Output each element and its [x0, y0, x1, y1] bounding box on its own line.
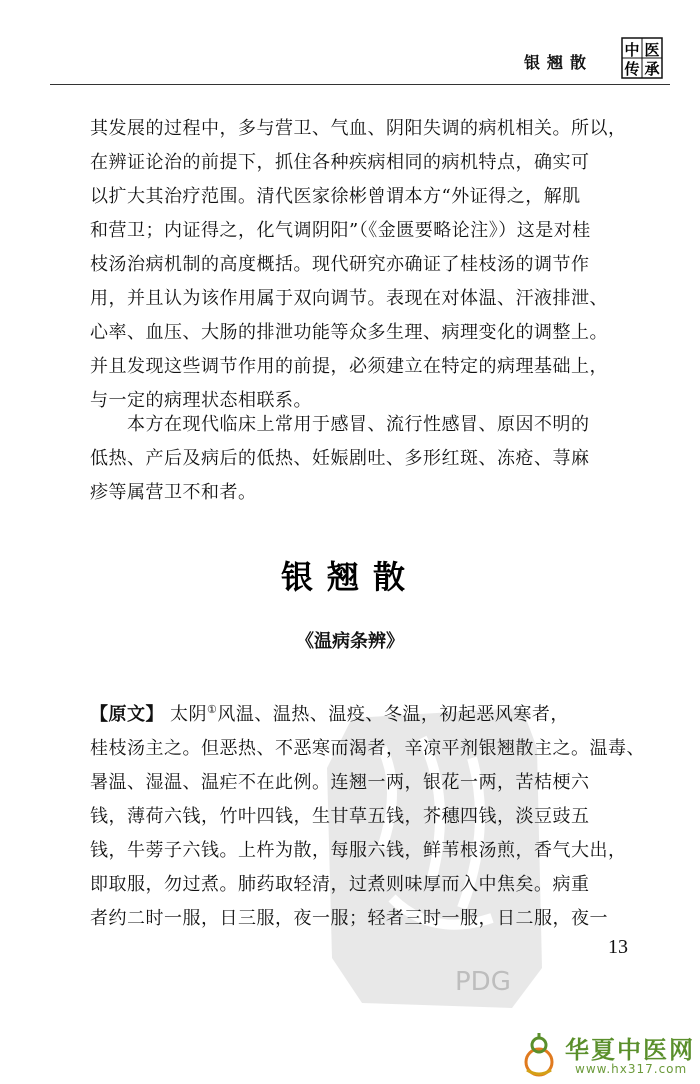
svg-text:医: 医: [644, 41, 660, 59]
text-line: 疹等属营卫不和者。: [90, 482, 257, 503]
text-line: [90, 698, 646, 732]
text-line: 者约二时一服，日三服，夜一服；轻者三时一服，日二服，夜一: [90, 908, 608, 929]
original-text-paragraph: [90, 698, 646, 936]
gourd-logo-icon: [517, 1030, 561, 1078]
svg-text:传: 传: [624, 60, 640, 78]
site-name: 华夏中医网: [565, 1036, 695, 1064]
site-url[interactable]: www.hx317.com: [575, 1062, 688, 1076]
text-line: 桂枝汤主之。但恶热、不恶寒而渴者，辛凉平剂银翘散主之。温毒、: [90, 738, 645, 759]
text-line: 枝汤治病机制的高度概括。现代研究亦确证了桂枝汤的调节作: [90, 254, 590, 275]
body-paragraph-1: [90, 112, 646, 418]
text-line: 并且发现这些调节作用的前提，必须建立在特定的病理基础上，: [90, 356, 608, 377]
text-line: 低热、产后及病后的低热、妊娠剧吐、多形红斑、冻疮、荨麻: [90, 448, 590, 469]
body-paragraph-2: [90, 408, 646, 510]
watermark-text: PDG: [455, 967, 511, 997]
text-line: 心率、血压、大肠的排泄功能等众多生理、病理变化的调整上。: [90, 322, 608, 343]
svg-text:承: 承: [644, 60, 660, 78]
series-logo-icon: [620, 36, 664, 80]
section-title: 银翘散: [280, 558, 419, 596]
text-line: 其发展的过程中，多与营卫、气血、阴阳失调的病机相关。所以，: [90, 118, 627, 139]
site-logo[interactable]: [517, 1028, 693, 1080]
text-line: 本方在现代临床上常用于感冒、流行性感冒、原因不明的: [90, 414, 590, 435]
running-header-title: 银翘散: [524, 53, 594, 72]
text-line: 即取服，勿过煮。肺药取轻清，过煮则味厚而入中焦矣。病重: [90, 874, 590, 895]
text-line: 与一定的病理状态相联系。: [90, 390, 312, 411]
svg-text:中: 中: [624, 41, 640, 59]
page-number: 13: [608, 936, 628, 958]
text-line: 以扩大其治疗范围。清代医家徐彬曾谓本方“外证得之，解肌: [90, 186, 581, 207]
text-line: 钱，薄荷六钱，竹叶四钱，生甘草五钱，芥穗四钱，淡豆豉五: [90, 806, 590, 827]
text-line: 在辨证论治的前提下，抓住各种疾病相同的病机特点，确实可: [90, 152, 590, 173]
footnote-marker[interactable]: ①: [207, 703, 218, 716]
text-line: 用，并且认为该作用属于双向调节。表现在对体温、汗液排泄、: [90, 288, 608, 309]
text-segment: 太阴: [170, 704, 207, 725]
original-text-label: 【原文】: [90, 704, 164, 725]
text-line: 和营卫；内证得之，化气调阴阳”（《金匮要略论注》）这是对桂: [90, 220, 591, 241]
text-line: 钱，牛蒡子六钱。上杵为散，每服六钱，鲜苇根汤煎，香气大出，: [90, 840, 627, 861]
header-divider: [50, 84, 670, 85]
text-line: 暑温、湿温、温疟不在此例。连翘一两，银花一两，苦桔梗六: [90, 772, 590, 793]
text-segment: 风温、温热、温疫、冬温，初起恶风寒者，: [217, 704, 569, 725]
section-source: 《温病条辨》: [296, 631, 404, 652]
